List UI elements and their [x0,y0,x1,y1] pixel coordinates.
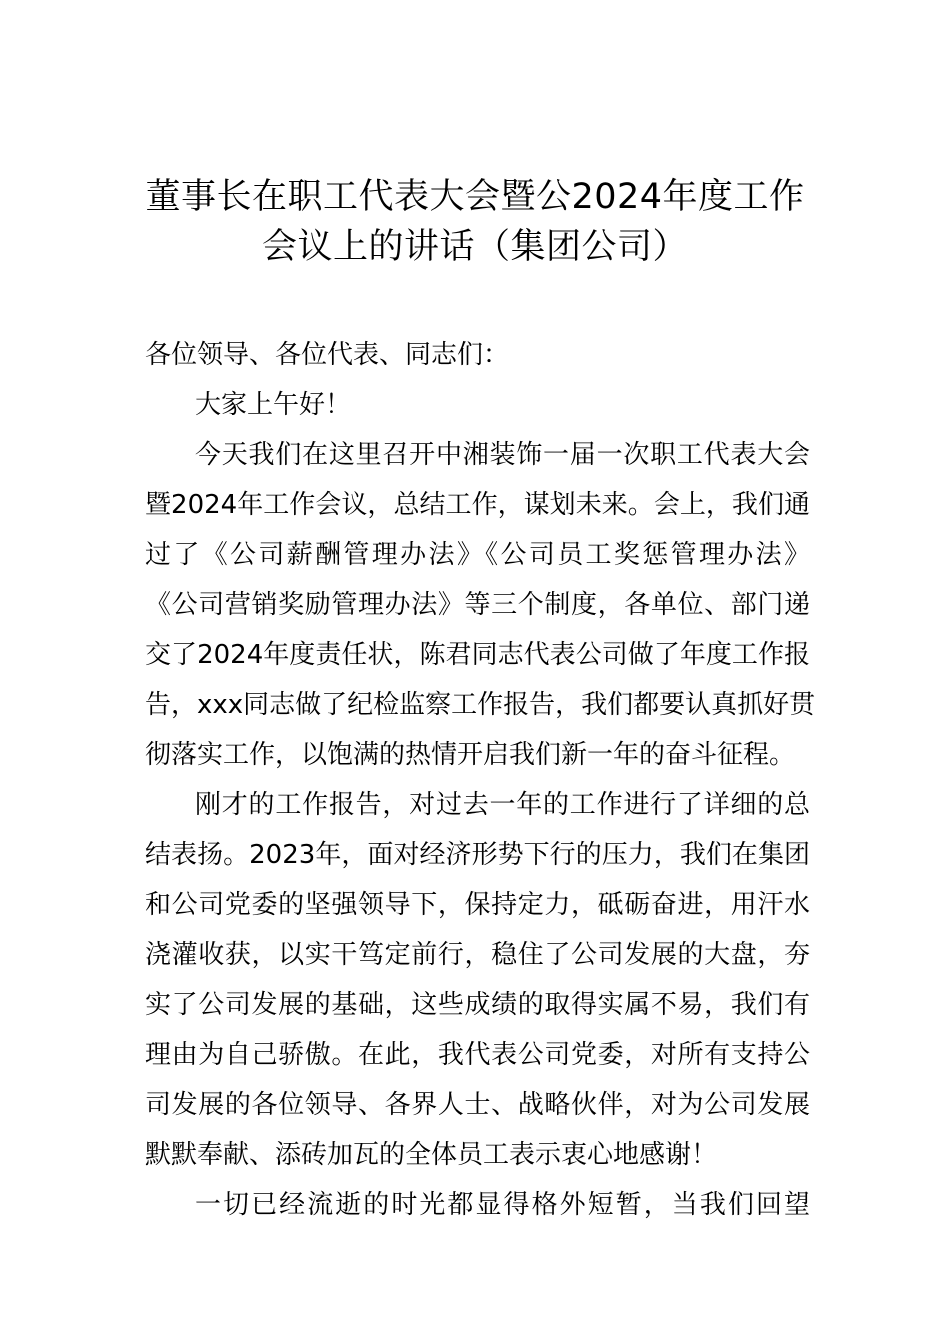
document-body [145,330,816,1230]
greeting: 大家上午好！ [195,390,352,420]
paragraph-2-line: 和公司党委的坚强领导下，保持定力，砥砺奋进，用汗水 [145,890,810,920]
paragraph-1-line: 过了《公司薪酬管理办法》《公司员工奖惩管理办法》 [145,540,810,570]
paragraph-2-line: 结表扬。2023年，面对经济形势下行的压力，我们在集团 [145,840,810,870]
paragraph-1-line: 今天我们在这里召开中湘装饰一届一次职工代表大会 [195,440,810,470]
paragraph-2-line: 默默奉献、添砖加瓦的全体员工表示衷心地感谢！ [145,1140,718,1170]
paragraph-2-line: 刚才的工作报告，对过去一年的工作进行了详细的总 [195,790,810,820]
paragraph-1-line: 暨2024年工作会议，总结工作，谋划未来。会上，我们通 [145,490,810,520]
title-line-2: 会议上的讲话（集团公司） [261,227,688,267]
title-line-1: 董事长在职工代表大会暨公2024年度工作 [145,177,805,217]
paragraph-3 [145,1180,810,1230]
paragraph-1-line: 《公司营销奖励管理办法》等三个制度，各单位、部门递 [145,590,810,620]
paragraph-2-line: 实了公司发展的基础，这些成绩的取得实属不易，我们有 [145,990,810,1020]
paragraph-2-line: 浇灌收获，以实干笃定前行，稳住了公司发展的大盘，夯 [145,940,810,970]
paragraph-2-line: 理由为自己骄傲。在此，我代表公司党委，对所有支持公 [145,1040,810,1070]
paragraph-2 [145,780,810,1180]
paragraph-1-line: 彻落实工作，以饱满的热情开启我们新一年的奋斗征程。 [145,740,796,770]
paragraph-3-line: 一切已经流逝的时光都显得格外短暂，当我们回望 [195,1190,810,1220]
paragraph-1-line: 告，xxx同志做了纪检监察工作报告，我们都要认真抓好贯 [145,690,816,720]
paragraph-1-line: 交了2024年度责任状，陈君同志代表公司做了年度工作报 [145,640,810,670]
paragraph-2-line: 司发展的各位领导、各界人士、战略伙伴，对为公司发展 [145,1090,810,1120]
document-title [120,172,830,272]
paragraph-1 [145,430,816,780]
salutation: 各位领导、各位代表、同志们： [145,340,510,370]
